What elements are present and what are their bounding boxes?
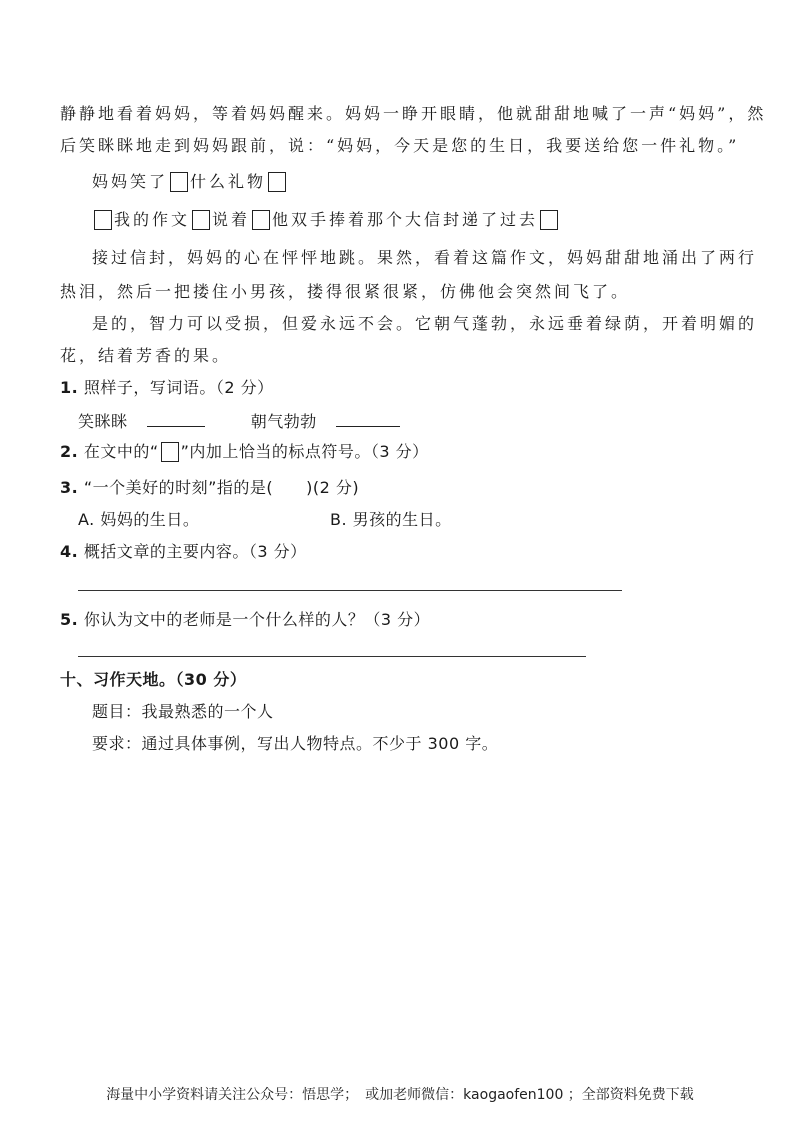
passage-text: 说着 [212,210,251,229]
passage-line: 是的，智力可以受损，但爱永远不会。它朝气蓬勃，永远垂着绿荫，开着明媚的 [92,314,758,333]
question-1 [60,378,274,398]
passage-line: 静静地看着妈妈，等着妈妈醒来。妈妈一睁开眼睛，他就甜甜地喊了一声“妈妈”，然 [60,104,767,123]
passage-line: 花，结着芳香的果。 [60,346,232,365]
punctuation-box[interactable] [94,210,112,230]
passage-text: 他双手捧着那个大信封递了过去 [272,210,539,229]
question-number: 2. [60,442,79,461]
option-b[interactable]: B. 男孩的生日。 [330,510,452,529]
question-text: 在文中的“ [83,442,159,461]
passage-line: 后笑眯眯地走到妈妈跟前，说：“妈妈，今天是您的生日，我要送给您一件礼物。” [60,136,740,155]
punctuation-box[interactable] [170,172,188,192]
passage-text: 什么礼物 [190,172,267,191]
punctuation-box[interactable] [540,210,558,230]
question-text: 你认为文中的老师是一个什么样的人？（3 分） [83,610,431,629]
section-heading: 十、习作天地。（30 分） [60,670,247,689]
punctuation-box[interactable] [192,210,210,230]
punctuation-box-sample [161,442,179,462]
passage-line-with-boxes [92,210,560,231]
passage-line: 热泪，然后一把搂住小男孩，搂得很紧很紧，仿佛他会突然间飞了。 [60,282,631,301]
answer-line[interactable] [78,590,622,591]
punctuation-box[interactable] [268,172,286,192]
footer-note: 海量中小学资料请关注公众号：悟思学； 或加老师微信：kaogaofen100 ；全部资料免费下载 [106,1087,694,1103]
question-text: 照样子，写词语。（2 分） [83,378,274,397]
essay-topic: 题目：我最熟悉的一个人 [92,702,274,721]
option-a[interactable]: A. 妈妈的生日。 [78,510,200,529]
essay-requirement: 要求：通过具体事例，写出人物特点。不少于 300 字。 [92,734,499,753]
question-number: 1. [60,378,79,397]
question-number: 4. [60,542,79,561]
question-2 [60,442,429,463]
question-text: “一个美好的时刻”指的是( )(2 分) [83,478,360,497]
question-text: ”内加上恰当的标点符号。（3 分） [180,442,429,461]
passage-line: 接过信封，妈妈的心在怦怦地跳。果然，看着这篇作文，妈妈甜甜地涌出了两行 [92,248,758,267]
answer-blank[interactable] [147,410,205,427]
question-3 [60,478,359,498]
question-number: 3. [60,478,79,497]
question-4 [60,542,307,562]
passage-line-with-boxes [92,172,288,193]
passage-text: 妈妈笑了 [92,172,169,191]
example-word: 笑眯眯 [78,412,128,431]
punctuation-box[interactable] [252,210,270,230]
question-1-examples [78,410,400,432]
answer-blank[interactable] [336,410,400,427]
passage-text: 我的作文 [114,210,191,229]
question-number: 5. [60,610,79,629]
example-word: 朝气勃勃 [250,412,317,431]
answer-line[interactable] [78,656,586,657]
question-text: 概括文章的主要内容。（3 分） [83,542,307,561]
question-5 [60,610,430,630]
